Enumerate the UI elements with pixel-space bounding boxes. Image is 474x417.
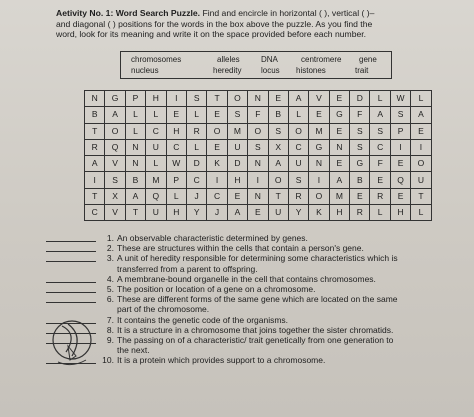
instructions-text-3: word, look for its meaning and write it on the space provided before each number. bbox=[56, 29, 367, 40]
word-bank-item: centromere bbox=[301, 55, 342, 64]
clue-text: A membrane-bound organelle in the cell that contains chromosomes. bbox=[117, 273, 376, 284]
grid-letter[interactable]: O bbox=[227, 91, 247, 107]
grid-row bbox=[85, 156, 432, 172]
grid-letter[interactable]: E bbox=[370, 172, 390, 188]
grid-letter[interactable]: E bbox=[390, 188, 410, 204]
grid-letter[interactable]: L bbox=[288, 107, 308, 123]
word-bank-item: chromosomes bbox=[131, 55, 182, 64]
grid-letter[interactable]: E bbox=[329, 156, 349, 172]
word-bank-item: nucleus bbox=[131, 66, 159, 75]
answer-blank[interactable] bbox=[46, 282, 96, 283]
grid-letter[interactable]: E bbox=[350, 188, 370, 204]
clue-text-continued: the next. bbox=[117, 345, 150, 356]
grid-letter[interactable]: O bbox=[288, 123, 308, 139]
grid-letter[interactable]: O bbox=[248, 123, 268, 139]
grid-letter[interactable]: I bbox=[390, 139, 410, 155]
grid-letter[interactable]: U bbox=[268, 205, 288, 221]
grid-letter[interactable]: S bbox=[370, 123, 390, 139]
grid-letter[interactable]: E bbox=[309, 107, 329, 123]
grid-letter[interactable]: C bbox=[288, 139, 308, 155]
grid-letter[interactable]: C bbox=[166, 139, 186, 155]
grid-letter[interactable]: X bbox=[105, 188, 125, 204]
clue-text: It is a structure in a chromosome that joins together the sister chromatids. bbox=[117, 324, 394, 335]
grid-letter[interactable]: O bbox=[268, 172, 288, 188]
grid-letter[interactable]: A bbox=[411, 107, 431, 123]
instructions-text-2: and diagonal ( ) positions for the words in the box above the puzzle. As you find the bbox=[56, 18, 373, 29]
grid-letter[interactable]: I bbox=[411, 139, 431, 155]
grid-letter[interactable]: N bbox=[125, 156, 145, 172]
grid-letter[interactable]: T bbox=[85, 188, 105, 204]
grid-row bbox=[85, 91, 432, 107]
grid-letter[interactable]: U bbox=[227, 139, 247, 155]
grid-letter[interactable]: L bbox=[146, 107, 166, 123]
grid-letter[interactable]: I bbox=[166, 91, 186, 107]
clue-item bbox=[46, 274, 466, 284]
grid-letter[interactable]: Q bbox=[390, 172, 410, 188]
clue-item bbox=[46, 243, 466, 253]
clue-number: 10. bbox=[102, 355, 114, 366]
clue-number: 4. bbox=[106, 273, 114, 284]
grid-row bbox=[85, 107, 432, 123]
grid-letter[interactable]: S bbox=[390, 107, 410, 123]
grid-letter[interactable]: O bbox=[207, 123, 227, 139]
clue-text: These are structures within the cells that contain a person's gene. bbox=[117, 243, 364, 254]
grid-letter[interactable]: H bbox=[166, 205, 186, 221]
answer-blank[interactable] bbox=[46, 241, 96, 242]
grid-letter[interactable]: E bbox=[166, 107, 186, 123]
grid-letter[interactable]: C bbox=[186, 172, 206, 188]
grid-letter[interactable]: S bbox=[248, 139, 268, 155]
grid-letter[interactable]: C bbox=[85, 205, 105, 221]
grid-letter[interactable]: I bbox=[309, 172, 329, 188]
clue-text: A unit of heredity responsible for determining some characteristics which is bbox=[117, 253, 398, 264]
grid-row bbox=[85, 139, 432, 155]
clue-item bbox=[46, 355, 466, 365]
grid-letter[interactable]: R bbox=[85, 139, 105, 155]
instructions bbox=[56, 8, 466, 40]
grid-letter[interactable]: A bbox=[105, 107, 125, 123]
clue-item bbox=[46, 315, 466, 325]
grid-letter[interactable]: G bbox=[350, 156, 370, 172]
grid-row bbox=[85, 205, 432, 221]
grid-letter[interactable]: P bbox=[390, 123, 410, 139]
grid-letter[interactable]: L bbox=[411, 205, 431, 221]
grid-letter[interactable]: M bbox=[227, 123, 247, 139]
grid-letter[interactable]: B bbox=[125, 172, 145, 188]
word-bank-item: gene bbox=[359, 55, 377, 64]
grid-letter[interactable]: E bbox=[329, 91, 349, 107]
grid-letter[interactable]: L bbox=[370, 205, 390, 221]
clue-item bbox=[46, 325, 466, 335]
grid-letter[interactable]: P bbox=[125, 91, 145, 107]
clue-number: 3. bbox=[106, 253, 114, 264]
grid-letter[interactable]: N bbox=[248, 188, 268, 204]
grid-letter[interactable]: S bbox=[350, 139, 370, 155]
word-bank-item: trait bbox=[355, 66, 369, 75]
grid-letter[interactable]: K bbox=[309, 205, 329, 221]
answer-blank[interactable] bbox=[46, 251, 96, 252]
grid-letter[interactable]: V bbox=[309, 91, 329, 107]
grid-letter[interactable]: U bbox=[411, 172, 431, 188]
grid-letter[interactable]: O bbox=[105, 123, 125, 139]
answer-blank[interactable] bbox=[46, 302, 96, 303]
grid-letter[interactable]: A bbox=[268, 156, 288, 172]
grid-letter[interactable]: R bbox=[186, 123, 206, 139]
answer-blank[interactable] bbox=[46, 261, 96, 262]
clue-item bbox=[46, 233, 466, 243]
clue-item bbox=[46, 335, 466, 355]
grid-letter[interactable]: T bbox=[411, 188, 431, 204]
grid-letter[interactable]: P bbox=[166, 172, 186, 188]
grid-letter[interactable]: B bbox=[85, 107, 105, 123]
grid-letter[interactable]: E bbox=[227, 188, 247, 204]
grid-letter[interactable]: L bbox=[186, 107, 206, 123]
grid-letter[interactable]: A bbox=[227, 205, 247, 221]
grid-letter[interactable]: A bbox=[125, 188, 145, 204]
grid-letter[interactable]: T bbox=[207, 91, 227, 107]
clue-item bbox=[46, 294, 466, 314]
instructions-line-1 bbox=[56, 8, 466, 19]
grid-letter[interactable]: D bbox=[186, 156, 206, 172]
grid-letter[interactable]: N bbox=[309, 156, 329, 172]
grid-letter[interactable]: H bbox=[390, 205, 410, 221]
clue-number: 9. bbox=[106, 335, 114, 346]
grid-letter[interactable]: A bbox=[288, 91, 308, 107]
grid-letter[interactable]: Q bbox=[146, 188, 166, 204]
grid-letter[interactable]: A bbox=[370, 107, 390, 123]
answer-blank[interactable] bbox=[46, 292, 96, 293]
grid-letter[interactable]: H bbox=[227, 172, 247, 188]
grid-letter[interactable]: X bbox=[268, 139, 288, 155]
word-bank-item: locus bbox=[261, 66, 280, 75]
grid-letter[interactable]: F bbox=[370, 156, 390, 172]
grid-letter[interactable]: Y bbox=[186, 205, 206, 221]
grid-letter[interactable]: T bbox=[125, 205, 145, 221]
grid-letter[interactable]: H bbox=[146, 91, 166, 107]
grid-letter[interactable]: E bbox=[207, 139, 227, 155]
clue-text: The position or location of a gene on a chromosome. bbox=[117, 284, 316, 295]
grid-letter[interactable]: O bbox=[309, 188, 329, 204]
grid-letter[interactable]: N bbox=[248, 156, 268, 172]
grid-letter[interactable]: G bbox=[329, 107, 349, 123]
grid-letter[interactable]: L bbox=[125, 123, 145, 139]
grid-letter[interactable]: J bbox=[186, 188, 206, 204]
grid-letter[interactable]: S bbox=[350, 123, 370, 139]
grid-row bbox=[85, 172, 432, 188]
grid-letter[interactable]: C bbox=[146, 123, 166, 139]
grid-letter[interactable]: W bbox=[390, 91, 410, 107]
clue-text-continued: part of the chromosome. bbox=[117, 304, 210, 315]
activity-title: Aetivity No. 1: Word Search Puzzle. bbox=[56, 8, 201, 18]
word-bank-item: alleles bbox=[217, 55, 240, 64]
clue-text: It is a protein which provides support to a chromosome. bbox=[117, 355, 326, 366]
grid-letter[interactable]: E bbox=[207, 107, 227, 123]
grid-letter[interactable]: E bbox=[268, 91, 288, 107]
grid-letter[interactable]: V bbox=[105, 205, 125, 221]
grid-letter[interactable]: I bbox=[85, 172, 105, 188]
grid-letter[interactable]: W bbox=[166, 156, 186, 172]
grid-letter[interactable]: S bbox=[288, 172, 308, 188]
grid-letter[interactable]: E bbox=[248, 205, 268, 221]
grid-letter[interactable]: N bbox=[248, 91, 268, 107]
grid-row bbox=[85, 123, 432, 139]
grid-letter[interactable]: L bbox=[370, 91, 390, 107]
grid-letter[interactable]: N bbox=[125, 139, 145, 155]
grid-letter[interactable]: S bbox=[186, 91, 206, 107]
grid-letter[interactable]: Y bbox=[288, 205, 308, 221]
grid-letter[interactable]: B bbox=[350, 172, 370, 188]
grid-letter[interactable]: L bbox=[125, 107, 145, 123]
word-bank-box bbox=[120, 51, 392, 79]
grid-letter[interactable]: M bbox=[329, 188, 349, 204]
grid-letter[interactable]: R bbox=[370, 188, 390, 204]
clue-number: 6. bbox=[106, 294, 114, 305]
clue-item bbox=[46, 284, 466, 294]
grid-letter[interactable]: A bbox=[329, 172, 349, 188]
grid-row bbox=[85, 188, 432, 204]
grid-letter[interactable]: S bbox=[227, 107, 247, 123]
grid-letter[interactable]: O bbox=[411, 156, 431, 172]
grid-letter[interactable]: S bbox=[105, 172, 125, 188]
grid-letter[interactable]: L bbox=[186, 139, 206, 155]
grid-letter[interactable]: U bbox=[146, 205, 166, 221]
clue-item bbox=[46, 253, 466, 273]
word-bank-item: DNA bbox=[261, 55, 278, 64]
word-search-grid bbox=[84, 90, 432, 221]
grid-letter[interactable]: K bbox=[207, 156, 227, 172]
grid-letter[interactable]: F bbox=[248, 107, 268, 123]
clue-number: 5. bbox=[106, 284, 114, 295]
grid-letter[interactable]: V bbox=[105, 156, 125, 172]
grid-letter[interactable]: R bbox=[350, 205, 370, 221]
grid-letter[interactable]: T bbox=[85, 123, 105, 139]
grid-letter[interactable]: N bbox=[329, 139, 349, 155]
grid-letter[interactable]: H bbox=[166, 123, 186, 139]
grid-letter[interactable]: C bbox=[207, 188, 227, 204]
clue-number: 7. bbox=[106, 314, 114, 325]
clue-number: 2. bbox=[106, 243, 114, 254]
chromosome-sketch bbox=[48, 316, 98, 372]
clue-number: 1. bbox=[106, 233, 114, 243]
grid-letter[interactable]: T bbox=[268, 188, 288, 204]
clue-list bbox=[46, 233, 466, 366]
word-bank-item: heredity bbox=[213, 66, 242, 75]
grid-letter[interactable]: G bbox=[309, 139, 329, 155]
grid-letter[interactable]: J bbox=[207, 205, 227, 221]
grid-letter[interactable]: M bbox=[309, 123, 329, 139]
clue-text: It contains the genetic code of the organisms. bbox=[117, 314, 289, 325]
grid-letter[interactable]: H bbox=[329, 205, 349, 221]
grid-letter[interactable]: I bbox=[248, 172, 268, 188]
grid-letter[interactable]: R bbox=[288, 188, 308, 204]
grid-letter[interactable]: F bbox=[350, 107, 370, 123]
grid-letter[interactable]: D bbox=[227, 156, 247, 172]
clue-text: An observable characteristic determined by genes. bbox=[117, 233, 308, 243]
grid-letter[interactable]: L bbox=[146, 156, 166, 172]
word-bank-item: histones bbox=[296, 66, 326, 75]
grid-letter[interactable]: N bbox=[85, 91, 105, 107]
grid-letter[interactable]: G bbox=[105, 91, 125, 107]
grid-letter[interactable]: U bbox=[288, 156, 308, 172]
grid-letter[interactable]: E bbox=[390, 156, 410, 172]
grid-letter[interactable]: Q bbox=[105, 139, 125, 155]
grid-letter[interactable]: L bbox=[166, 188, 186, 204]
grid-letter[interactable]: S bbox=[268, 123, 288, 139]
grid-letter[interactable]: E bbox=[329, 123, 349, 139]
clue-number: 8. bbox=[106, 324, 114, 335]
grid-letter[interactable]: U bbox=[146, 139, 166, 155]
clue-text: These are different forms of the same gene which are located on the same bbox=[117, 294, 398, 305]
clue-text: The passing on of a characteristic/ trait genetically from one generation to bbox=[117, 335, 394, 346]
grid-letter[interactable]: L bbox=[411, 91, 431, 107]
instructions-text-1: Find and encircle in horizontal ( ), vertical ( )– bbox=[200, 8, 375, 18]
grid-letter[interactable]: E bbox=[411, 123, 431, 139]
grid-letter[interactable]: D bbox=[350, 91, 370, 107]
grid-letter[interactable]: M bbox=[146, 172, 166, 188]
grid-letter[interactable]: I bbox=[207, 172, 227, 188]
grid-letter[interactable]: A bbox=[85, 156, 105, 172]
clue-text-continued: transferred from a parent to offspring. bbox=[117, 263, 258, 274]
grid-letter[interactable]: B bbox=[268, 107, 288, 123]
grid-letter[interactable]: C bbox=[370, 139, 390, 155]
